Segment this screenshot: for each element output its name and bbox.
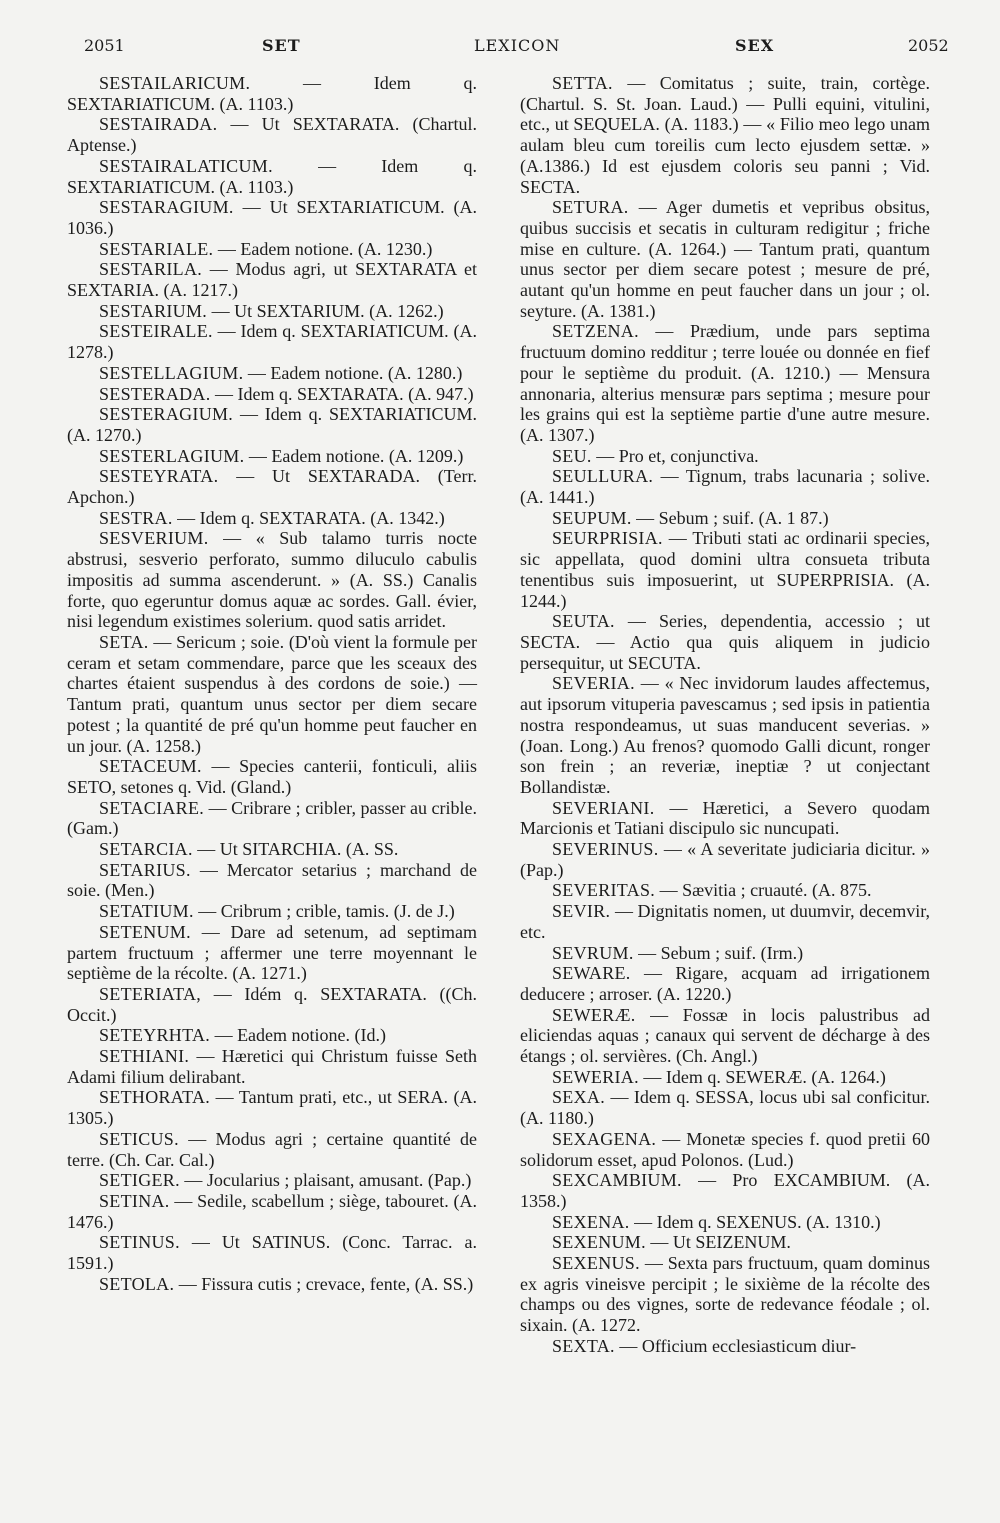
entry-definition: — Dare ad setenum, ad septimam partem fructuum ; affermer une terre moyennant le septième de la récolte. (A. 1271.) [67,921,477,984]
dictionary-entry [67,446,477,467]
entry-definition: — Pro et, conjunctiva. [596,445,759,466]
dictionary-entry [67,197,477,238]
entry-headword: SEXTA. [552,1335,615,1356]
dictionary-entry [67,156,477,197]
page-number-right: 2052 [908,36,949,55]
entry-headword: SESTAIRALATICUM. [99,155,273,176]
entry-definition: — Idem q. SEXTARIATICUM. (A. 1103.) [67,73,478,114]
entry-definition: — Ut SITARCHIA. (A. SS. [197,839,399,860]
entry-definition: — Idem q. SEXTARIATICUM. (A. 1103.) [67,155,478,197]
dictionary-entry [67,756,477,797]
entry-definition: — Idém q. SEXTARATA. ((Ch. Occit.) [67,983,477,1025]
entry-definition: — Ut SEIZENUM. [650,1232,791,1253]
entry-definition: — Modus agri ; certaine quantité de terre. (Ch. Car. Cal.) [67,1128,478,1170]
entry-definition: — Eadem notione. (A. 1280.) [247,362,463,383]
entry-headword: SETACIARE. [99,797,205,818]
dictionary-entry [67,1191,477,1232]
running-head-left: SET [262,36,301,55]
dictionary-entry [520,508,930,529]
entry-definition: — Sedile, scabellum ; siège, tabouret. (A. 1476.) [67,1190,478,1232]
page-number-left: 2051 [84,36,125,55]
dictionary-entry [520,611,930,673]
entry-definition: — Tantum prati, etc., ut SERA. (A. 1305.) [67,1087,478,1129]
entry-headword: SEWERÆ. [552,1004,636,1025]
entry-headword: SETINA. [99,1190,170,1211]
entry-definition: — Jocularius ; plaisant, amusant. (Pap.) [184,1170,472,1191]
entry-definition: — Eadem notione. (A. 1209.) [248,445,464,466]
dictionary-entry [67,1129,477,1170]
entry-definition: — « A severitate judiciaria dicitur. » (Pap.) [520,839,930,880]
entry-headword: SESTERAGIUM. [99,404,234,425]
entry-definition: — Eadem notione. (A. 1230.) [217,238,433,259]
right-column [520,73,930,1357]
entry-headword: SESTRA. [99,507,173,528]
dictionary-entry [67,114,477,155]
entry-headword: SETICUS. [99,1128,179,1149]
entry-headword: SETACEUM. [99,756,202,777]
dictionary-entry [67,860,477,901]
entry-definition: — Monetæ species f. quod pretii 60 solidorum esset, apud Polonos. (Lud.) [520,1128,930,1170]
dictionary-entry [67,922,477,984]
entry-headword: SEXENA. [552,1211,630,1232]
entry-definition: — Ut SEXTARATA. (Chartul. Aptense.) [67,114,478,156]
dictionary-entry [520,1336,930,1357]
entry-definition: — Idem q. SEXTARIATICUM. (A. 1270.) [67,404,478,445]
left-column [67,73,477,1294]
entry-headword: SESTARAGIUM. [99,197,234,218]
entry-definition: — Cribrare ; cribler, passer au crible. (Gam.) [67,797,478,839]
entry-headword: SESTEIRALE. [99,321,213,342]
entry-headword: SETTA. [552,73,613,93]
entry-definition: — Tignum, trabs lacunaria ; solive. (A. 1441.) [520,466,930,508]
entry-headword: SEULLURA. [552,466,654,487]
entry-definition: — Hæretici qui Christum fuisse Seth Adami filium delirabant. [67,1046,478,1087]
dictionary-entry [67,363,477,384]
entry-headword: SETENUM. [99,921,191,942]
dictionary-entry [520,901,930,942]
entry-headword: SEU. [552,445,592,466]
entry-headword: SESTAILARICUM. [99,73,251,93]
dictionary-entry [520,1067,930,1088]
dictionary-entry [67,528,477,632]
entry-headword: SEURPRISIA. [552,528,663,549]
dictionary-entry [67,404,477,445]
entry-definition: — Ut SEXTARIATICUM. (A. 1036.) [67,197,478,238]
entry-headword: SESTAIRADA. [99,114,218,135]
entry-headword: SEXENUM. [552,1232,646,1253]
dictionary-entry [520,528,930,611]
dictionary-entry [520,943,930,964]
entry-headword: SETHIANI. [99,1046,190,1067]
entry-definition: — Tributi stati ac ordinarii species, sic appellata, quod domini ultra consueta tributa tenentibus suis imposuerint, ut SUPERPRISIA. (A. 1244.) [520,528,931,611]
entry-headword: SETHORATA. [99,1087,211,1108]
entry-definition: — Sexta pars fructuum, quam dominus ex agris vineisve percipit ; le sixième de la récolte des champs ou des vignes, sorte de redevance féodale ; ol. sixain. (A. 1272. [520,1253,930,1336]
entry-definition: — Series, dependentia, accessio ; ut SECTA. — Actio qua quis aliquem in judicio persequitur, ut SECUTA. [520,611,931,673]
entry-headword: SEXCAMBIUM. [552,1170,682,1191]
entry-definition: — Comitatus ; suite, train, cortège. (Chartul. S. St. Joan. Laud.) — Pulli equini, vitulini, etc., ut SEQUELA. (A. 1183.) — « Filio meo lego unam aulam bleu cum toreilis cum lecto ejusdem settæ. » (A.1386.) Id est ejusdem coloris seu panni ; Vid. SECTA. [520,73,931,197]
entry-headword: SESTEYRATA. [99,466,219,487]
entry-headword: SESTERADA. [99,383,211,404]
dictionary-entry [520,1005,930,1067]
entry-headword: SETEYRHTA. [99,1025,211,1046]
entry-headword: SEXAGENA. [552,1128,657,1149]
entry-definition: — Idem q. SEWERÆ. (A. 1264.) [643,1066,886,1087]
entry-headword: SEUPUM. [552,507,632,528]
dictionary-entry [520,1253,930,1336]
dictionary-entry [67,1274,477,1295]
dictionary-entry [67,466,477,507]
dictionary-entry [67,301,477,322]
dictionary-entry [67,1087,477,1128]
dictionary-entry [520,673,930,797]
entry-definition: — Fossæ in locis palustribus ad eliciendas aquas ; canaux qui servent de décharge à des étangs ; ol. servières. (Ch. Angl.) [520,1004,930,1067]
entry-headword: SESTELLAGIUM. [99,362,244,383]
dictionary-entry [67,1025,477,1046]
entry-definition: — Rigare, acquam ad irrigationem deducere ; arroser. (A. 1220.) [520,963,930,1004]
dictionary-entry [67,632,477,756]
entry-headword: SEVIR. [552,901,611,922]
entry-headword: SESTARIALE. [99,238,214,259]
dictionary-entry [520,73,930,197]
dictionary-entry [67,508,477,529]
entry-headword: SETARIUS. [99,859,191,880]
entry-headword: SESTARILA. [99,259,203,280]
entry-headword: SETERIATA, [99,983,202,1004]
entry-definition: — Sævitia ; cruauté. (A. 875. [659,880,872,901]
dictionary-entry [67,259,477,300]
dictionary-entry [520,321,930,445]
entry-headword: SETATIUM. [99,901,194,922]
entry-headword: SEVERINUS. [552,839,659,860]
entry-headword: SEUTA. [552,611,615,632]
entry-definition: — Sericum ; soie. (D'où vient la formule per ceram et setam commendare, parce que les sceaux des chartes étaient suspendus à des cordons de soie.) — Tantum prati, quantum unus sector per diem secare potest ; la quantité de pré qu'un homme peut faucher en un jour. (A. 1258.) [67,631,478,756]
entry-definition: — Officium ecclesiasticum diur- [619,1335,857,1356]
dictionary-entry [520,1232,930,1253]
entry-headword: SEXENUS. [552,1253,640,1274]
dictionary-entry [67,839,477,860]
dictionary-entry [67,984,477,1025]
entry-headword: SETA. [99,631,149,652]
entry-definition: — Modus agri, ut SEXTARATA et SEXTARIA. (A. 1217.) [67,259,477,301]
dictionary-entry [67,73,477,114]
entry-headword: SETOLA. [99,1273,175,1294]
entry-definition: — Eadem notione. (Id.) [214,1025,387,1046]
entry-definition: — Idem q. SEXENUS. (A. 1310.) [634,1211,881,1232]
entry-definition: — Fissura cutis ; crevace, fente, (A. SS.) [178,1273,474,1294]
entry-definition: — Idem q. SEXTARATA. (A. 1342.) [177,507,445,528]
entry-headword: SETURA. [552,197,629,218]
entry-headword: SEVERITAS. [552,880,656,901]
entry-headword: SEXA. [552,1087,606,1108]
dictionary-entry [67,239,477,260]
entry-headword: SETINUS. [99,1232,180,1253]
entry-definition: — Idem q. SEXTARIATICUM. (A. 1278.) [67,321,478,363]
entry-definition: — Hæretici, a Severo quodam Marcionis et Tatiani discipulo sic nuncupati. [520,797,930,839]
entry-definition: — Sebum ; suif. (Irm.) [638,942,804,963]
entry-headword: SETIGER. [99,1170,180,1191]
entry-definition: — « Sub talamo turris nocte abstrusi, sesverio perforato, summo diluculo cabulis impositis ad summa ascenderunt. » (A. SS.) Canalis forte, quo egeruntur domus aquæ ac sordes. Gall. évier, nisi legendum existimes solerium. quod satis arridet. [67,528,478,632]
dictionary-entry [520,839,930,880]
entry-definition: — Ut SEXTARIUM. (A. 1262.) [211,300,444,321]
dictionary-entry [520,1170,930,1211]
dictionary-entry [520,963,930,1004]
dictionary-entry [67,384,477,405]
entry-definition: — Pro EXCAMBIUM. (A. 1358.) [520,1170,930,1211]
dictionary-entry [520,1129,930,1170]
dictionary-entry [67,901,477,922]
dictionary-entry [67,321,477,362]
dictionary-entry [520,1212,930,1233]
dictionary-entry [520,798,930,839]
entry-headword: SETZENA. [552,321,639,342]
dictionary-entry [520,880,930,901]
entry-headword: SEVERIA. [552,673,635,694]
entry-definition: — « Nec invidorum laudes affectemus, aut ipsorum vituperia pavescamus ; sed ipsis in patientia nostra respondeamus, ut suas manducent severias. » (Joan. Long.) Au frenos? quomodo Galli dicunt, ronger son frein ; an reveriæ, ineptiæ ? ut conjectant Bollandistæ. [520,673,931,797]
dictionary-entry [67,1170,477,1191]
dictionary-entry [67,798,477,839]
entry-headword: SEVERIANI. [552,797,655,818]
dictionary-entry [67,1046,477,1087]
entry-definition: — Dignitatis nomen, ut duumvir, decemvir, etc. [520,901,931,942]
entry-headword: SEWERIA. [552,1066,639,1087]
dictionary-entry [520,466,930,507]
entry-definition: — Cribrum ; crible, tamis. (J. de J.) [198,901,455,922]
entry-definition: — Species canterii, fonticuli, aliis SETO, setones q. Vid. (Gland.) [67,756,478,797]
page-header [0,36,1000,76]
entry-definition: — Idem q. SEXTARATA. (A. 947.) [215,383,474,404]
entry-headword: SESTERLAGIUM. [99,445,245,466]
running-head-center: LEXICON [474,36,561,55]
entry-definition: — Sebum ; suif. (A. 1 87.) [636,507,829,528]
entry-definition: — Mercator setarius ; marchand de soie. (Men.) [67,859,478,901]
dictionary-entry [520,197,930,321]
entry-headword: SESTARIUM. [99,300,208,321]
running-head-right: SEX [735,36,775,55]
entry-headword: SETARCIA. [99,839,193,860]
entry-definition: — Ut SATINUS. (Conc. Tarrac. a. 1591.) [67,1232,477,1274]
entry-headword: SESVERIUM. [99,528,209,549]
entry-definition: — Ager dumetis et vepribus obsitus, quibus succisis et secatis in culturam redigitur ; friche mise en culture. (A. 1264.) — Tantum prati, quantum unus sector per diem secare potest ; mesure de pré, autant qu'un homme en peut faucher dans un jour ; ol. seyture. (A. 1381.) [520,197,930,321]
dictionary-entry [520,446,930,467]
entry-headword: SEVRUM. [552,942,634,963]
entry-definition: — Prædium, unde pars septima fructuum domino redditur ; terre louée ou donnée en fief pour le septième du produit. (A. 1210.) — Mensura annonaria, alterius mensuræ pars septima ; mesure pour les grains qui est la septième partie d'une autre mesure. (A. 1307.) [520,321,930,445]
dictionary-entry [520,1087,930,1128]
entry-definition: — Idem q. SESSA, locus ubi sal conficitur. (A. 1180.) [520,1087,930,1129]
entry-headword: SEWARE. [552,963,631,984]
dictionary-entry [67,1232,477,1273]
entry-definition: — Ut SEXTARADA. (Terr. Apchon.) [67,466,478,508]
